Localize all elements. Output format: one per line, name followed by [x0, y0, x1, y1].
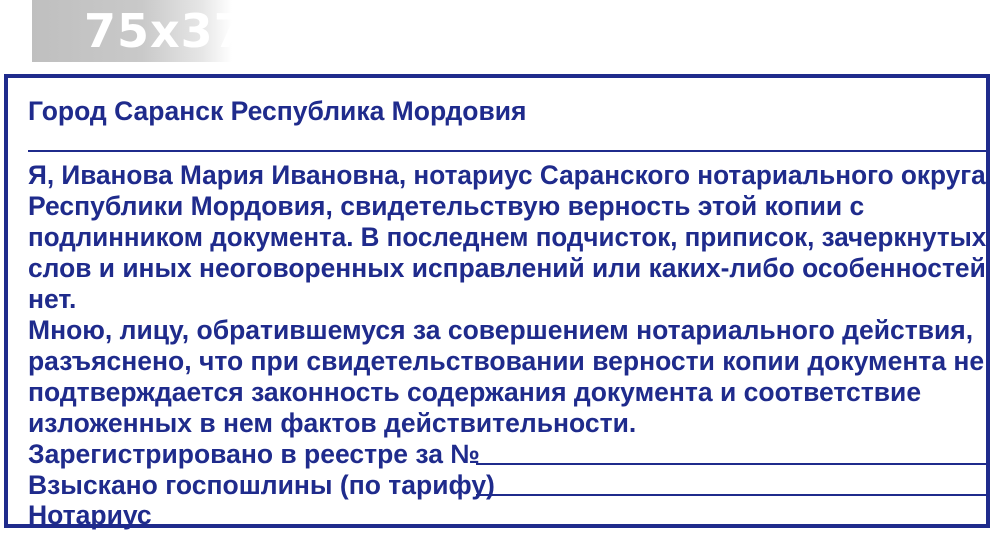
stamp-body-line-2: Республики Мордовия, свидетельствую верность этой копии с [28, 191, 865, 221]
size-badge [32, 0, 247, 62]
stamp-body-line-8: подтверждается законность содержания документа и соответствие [28, 377, 922, 407]
stamp-body-line-7: разъяснено, что при свидетельствовании верности копии документа не [28, 346, 985, 376]
notary-signature-label: Нотариус [28, 500, 152, 530]
fee-amount-blank [476, 494, 986, 496]
registry-number-blank [476, 463, 986, 465]
notary-stamp-frame [4, 74, 990, 528]
stamp-body-line-4: слов и иных неоговоренных исправлений или каких-либо особенностей [28, 253, 986, 283]
header-separator-line [28, 150, 986, 152]
stamp-body-line-5: нет. [28, 284, 77, 314]
stamp-body-line-6: Мною, лицу, обратившемуся за совершением нотариального действия, [28, 315, 974, 345]
size-badge-label: 75х37 [84, 4, 247, 58]
stamp-body-line-3: подлинником документа. В последнем подчисток, приписок, зачеркнутых [28, 222, 987, 252]
fee-label: Взыскано госпошлины (по тарифу) [28, 470, 495, 500]
stamp-body-line-9: изложенных в нем фактов действительности. [28, 408, 637, 438]
stamp-header-city: Город Саранск Республика Мордовия [28, 96, 527, 126]
stamp-body-line-1: Я, Иванова Мария Ивановна, нотариус Саранского нотариального округа [28, 160, 986, 190]
registered-label: Зарегистрировано в реестре за № [28, 439, 480, 469]
